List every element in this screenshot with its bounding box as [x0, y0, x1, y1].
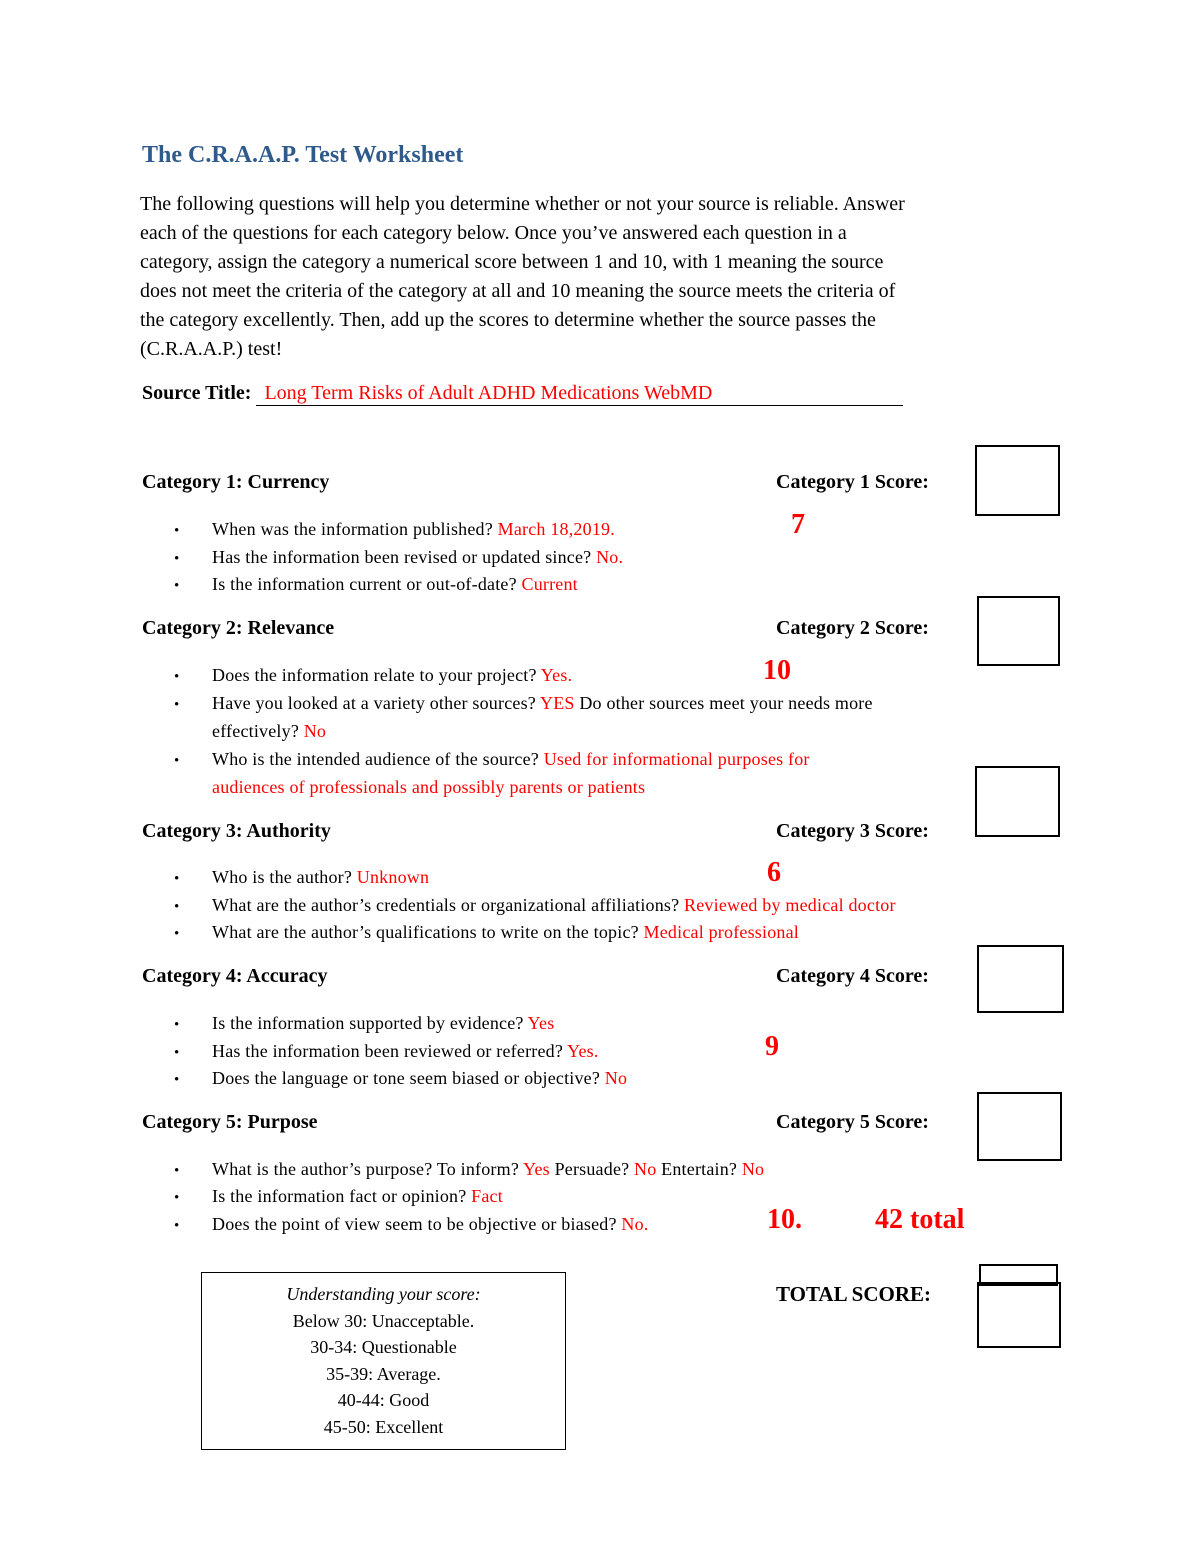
- legend-row: 40-44: Good: [337, 1390, 430, 1411]
- total-score-label: TOTAL SCORE:: [776, 1282, 932, 1306]
- intro-line: does not meet the criteria of the category at all and 10 meaning the source meets the criteria of: [140, 280, 896, 302]
- question-row: [174, 1064, 179, 1094]
- question-text: Does the point of view seem to be objective or biased? No.: [212, 1214, 649, 1234]
- answer-text: Reviewed by medical doctor: [684, 895, 896, 915]
- bullet-icon: •: [174, 669, 180, 685]
- answer-text: No: [634, 1159, 657, 1179]
- category-4-heading: Category 4: Accuracy: [142, 965, 328, 987]
- legend-row: Below 30: Unacceptable.: [292, 1310, 475, 1331]
- intro-line: category, assign the category a numerical score between 1 and 10, with 1 meaning the source: [140, 251, 884, 273]
- bullet-icon: •: [174, 578, 180, 594]
- category-2-score-value: 10: [763, 655, 791, 686]
- category-1-score-value: 7: [791, 509, 805, 540]
- category-3-heading: Category 3: Authority: [142, 820, 331, 842]
- bullet-icon: •: [174, 523, 180, 539]
- legend-row: 45-50: Excellent: [323, 1416, 444, 1437]
- category-4-score-label: Category 4 Score:: [776, 965, 929, 987]
- question-row: [174, 1210, 179, 1240]
- intro-line: each of the questions for each category below. Once you’ve answered each question in a: [140, 222, 847, 244]
- category-1-score-label: Category 1 Score:: [776, 471, 929, 493]
- question-text: Is the information fact or opinion? Fact: [212, 1186, 503, 1206]
- category-4-score-box[interactable]: [977, 945, 1064, 1013]
- source-title-row: [142, 382, 903, 406]
- bullet-icon: •: [174, 1163, 180, 1179]
- category-5-score-label: Category 5 Score:: [776, 1111, 929, 1133]
- category-4-score-value: 9: [765, 1031, 779, 1062]
- question-row: [174, 543, 179, 573]
- question-text: When was the information published? March 18,2019.: [212, 519, 615, 539]
- question-text: What is the author’s purpose? To inform? Yes Persuade? No Entertain? No: [212, 1159, 765, 1179]
- answer-text: No: [604, 1068, 628, 1088]
- answer-text: Current: [521, 574, 578, 594]
- total-score-box[interactable]: [977, 1282, 1061, 1348]
- question-row: [174, 1009, 179, 1039]
- category-2-heading: Category 2: Relevance: [142, 617, 335, 639]
- category-2-score-label: Category 2 Score:: [776, 617, 929, 639]
- question-row: [174, 515, 179, 545]
- question-row: [174, 570, 179, 600]
- question-text: Has the information been revised or updated since? No.: [212, 547, 624, 567]
- question-row: [174, 1155, 179, 1185]
- answer-text: Yes.: [540, 665, 573, 685]
- question-text: Does the language or tone seem biased or objective? No: [212, 1068, 628, 1088]
- question-text: effectively? No: [212, 721, 327, 741]
- question-text: Does the information relate to your project? Yes.: [212, 665, 573, 685]
- bullet-icon: •: [174, 551, 180, 567]
- question-text: Has the information been reviewed or referred? Yes.: [212, 1041, 599, 1061]
- answer-text: No: [303, 721, 327, 741]
- question-text: Is the information current or out-of-date? Current: [212, 574, 578, 594]
- answer-text: Fact: [471, 1186, 503, 1206]
- category-3-score-value: 6: [767, 857, 781, 888]
- answer-text: audiences of professionals and possibly parents or patients: [212, 777, 646, 797]
- answer-text: No.: [621, 1214, 649, 1234]
- question-text: Is the information supported by evidence? Yes: [212, 1013, 555, 1033]
- legend-heading: Understanding your score:: [286, 1284, 481, 1304]
- category-1-score-box[interactable]: [975, 445, 1060, 516]
- category-3-score-box[interactable]: [975, 766, 1060, 837]
- answer-text: Yes: [527, 1013, 555, 1033]
- category-5-heading: Category 5: Purpose: [142, 1111, 318, 1133]
- score-legend: [201, 1272, 566, 1450]
- answer-text: YES: [540, 693, 575, 713]
- bullet-icon: •: [174, 753, 180, 769]
- question-row: [174, 891, 179, 921]
- category-1-heading: Category 1: Currency: [142, 471, 330, 493]
- intro-paragraph: [140, 190, 1060, 364]
- answer-text: Unknown: [356, 867, 430, 887]
- intro-line: the category excellently. Then, add up the scores to determine whether the source passes the: [140, 309, 876, 331]
- answer-text: Used for informational purposes for: [543, 749, 810, 769]
- legend-row: 35-39: Average.: [326, 1363, 441, 1384]
- question-row: [174, 745, 179, 775]
- total-score-note: 42 total: [875, 1204, 965, 1235]
- bullet-icon: •: [174, 1045, 180, 1061]
- bullet-icon: •: [174, 926, 180, 942]
- question-text: What are the author’s qualifications to write on the topic? Medical professional: [212, 922, 799, 942]
- legend-row: 30-34: Questionable: [310, 1337, 457, 1358]
- bullet-icon: •: [174, 1072, 180, 1088]
- question-text: What are the author’s credentials or organizational affiliations? Reviewed by medical doctor: [212, 895, 896, 915]
- category-3-score-label: Category 3 Score:: [776, 820, 929, 842]
- intro-line: (C.R.A.A.P.) test!: [140, 338, 283, 360]
- question-row: [174, 689, 179, 719]
- question-row: [174, 1182, 179, 1212]
- bullet-icon: •: [174, 1190, 180, 1206]
- bullet-icon: •: [174, 899, 180, 915]
- question-text: Who is the author? Unknown: [212, 867, 430, 887]
- bullet-icon: •: [174, 1017, 180, 1033]
- intro-line: The following questions will help you determine whether or not your source is reliable. Answer: [140, 193, 905, 215]
- answer-text: No: [741, 1159, 765, 1179]
- question-row: [174, 863, 179, 893]
- question-text: Have you looked at a variety other sources? YES Do other sources meet your needs more: [212, 693, 873, 713]
- answer-text: No.: [596, 547, 624, 567]
- category-2-score-box[interactable]: [977, 596, 1060, 666]
- bullet-icon: •: [174, 697, 180, 713]
- source-title-label: Source Title:: [142, 382, 252, 404]
- category-5-score-box[interactable]: [977, 1092, 1062, 1161]
- question-text: Who is the intended audience of the source? Used for informational purposes for: [212, 749, 810, 769]
- answer-text: Yes.: [567, 1041, 599, 1061]
- bullet-icon: •: [174, 1218, 180, 1234]
- bullet-icon: •: [174, 871, 180, 887]
- question-row: [174, 661, 179, 691]
- answer-text: Medical professional: [643, 922, 799, 942]
- answer-text: March 18,2019.: [497, 519, 615, 539]
- source-title-field[interactable]: Long Term Risks of Adult ADHD Medications WebMD: [256, 382, 903, 406]
- question-row: [174, 918, 179, 948]
- answer-text: Yes: [523, 1159, 550, 1179]
- category-5-score-value: 10.: [767, 1204, 802, 1235]
- question-row: [174, 1037, 179, 1067]
- page-title: The C.R.A.A.P. Test Worksheet: [142, 142, 464, 168]
